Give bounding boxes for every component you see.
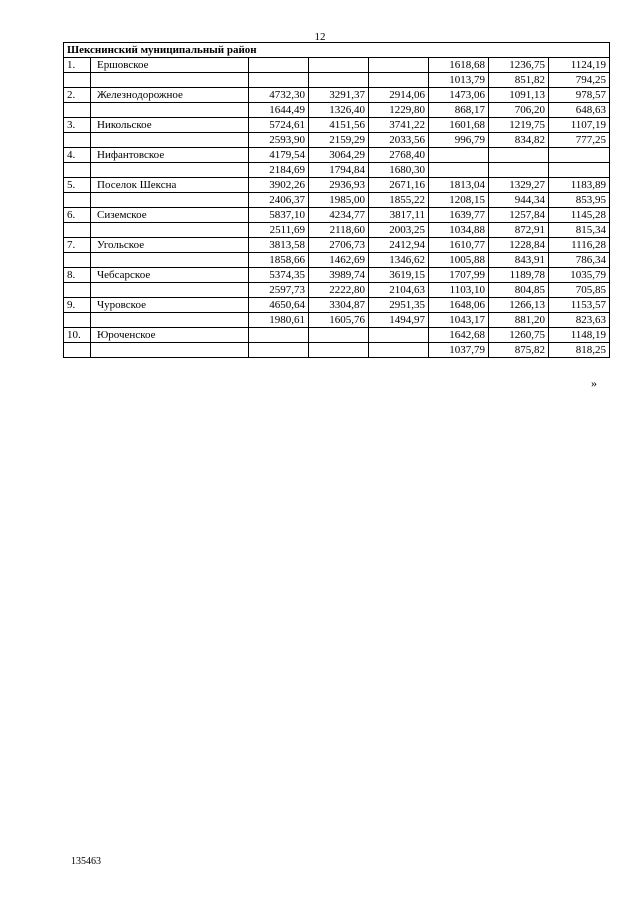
value-cell: 1107,19	[549, 118, 610, 133]
value-cell: 1219,75	[489, 118, 549, 133]
value-cell: 2951,35	[369, 298, 429, 313]
value-cell: 1116,28	[549, 238, 610, 253]
row-index-cell	[64, 253, 91, 268]
value-cell: 1639,77	[429, 208, 489, 223]
value-cell: 1644,49	[249, 103, 309, 118]
group-title: Шекснинский муниципальный район	[64, 43, 610, 58]
row-index-cell: 9.	[64, 298, 91, 313]
row-index-cell	[64, 163, 91, 178]
value-cell: 2671,16	[369, 178, 429, 193]
value-cell: 1794,84	[309, 163, 369, 178]
settlement-name-cell	[91, 103, 249, 118]
value-cell: 1145,28	[549, 208, 610, 223]
value-cell: 5374,35	[249, 268, 309, 283]
value-cell: 777,25	[549, 133, 610, 148]
group-header-row	[64, 43, 610, 58]
value-cell: 1257,84	[489, 208, 549, 223]
value-cell: 2936,93	[309, 178, 369, 193]
page-number: 12	[314, 31, 326, 43]
row-index-cell: 2.	[64, 88, 91, 103]
value-cell: 2118,60	[309, 223, 369, 238]
value-cell: 851,82	[489, 73, 549, 88]
value-cell	[249, 343, 309, 358]
settlement-name-cell	[91, 193, 249, 208]
value-cell: 1005,88	[429, 253, 489, 268]
settlement-name-cell: Ершовское	[91, 58, 249, 73]
row-index-cell	[64, 103, 91, 118]
value-cell: 4151,56	[309, 118, 369, 133]
value-cell: 4650,64	[249, 298, 309, 313]
value-cell: 1610,77	[429, 238, 489, 253]
value-cell: 1037,79	[429, 343, 489, 358]
settlement-name-cell	[91, 343, 249, 358]
value-cell: 2412,94	[369, 238, 429, 253]
value-cell: 1346,62	[369, 253, 429, 268]
table-row	[64, 133, 610, 148]
value-cell	[369, 58, 429, 73]
table-row	[64, 148, 610, 163]
value-cell: 881,20	[489, 313, 549, 328]
value-cell	[489, 148, 549, 163]
value-cell: 818,25	[549, 343, 610, 358]
value-cell: 3304,87	[309, 298, 369, 313]
table-row	[64, 58, 610, 73]
value-cell: 1618,68	[429, 58, 489, 73]
table-row	[64, 163, 610, 178]
value-cell: 3064,29	[309, 148, 369, 163]
settlement-name-cell	[91, 73, 249, 88]
value-cell: 1648,06	[429, 298, 489, 313]
table-row	[64, 193, 610, 208]
row-index-cell: 10.	[64, 328, 91, 343]
value-cell: 2003,25	[369, 223, 429, 238]
value-cell: 804,85	[489, 283, 549, 298]
value-cell: 1153,57	[549, 298, 610, 313]
settlement-name-cell: Чебсарское	[91, 268, 249, 283]
value-cell: 3989,74	[309, 268, 369, 283]
value-cell: 2706,73	[309, 238, 369, 253]
value-cell: 3291,37	[309, 88, 369, 103]
row-index-cell: 6.	[64, 208, 91, 223]
settlement-name-cell: Чуровское	[91, 298, 249, 313]
value-cell: 834,82	[489, 133, 549, 148]
value-cell: 1473,06	[429, 88, 489, 103]
row-index-cell: 8.	[64, 268, 91, 283]
value-cell	[309, 73, 369, 88]
value-cell: 3902,26	[249, 178, 309, 193]
value-cell: 1183,89	[549, 178, 610, 193]
settlement-name-cell: Нифантовское	[91, 148, 249, 163]
row-index-cell: 5.	[64, 178, 91, 193]
settlement-name-cell: Угольское	[91, 238, 249, 253]
value-cell: 1091,13	[489, 88, 549, 103]
table-row	[64, 208, 610, 223]
value-cell: 3619,15	[369, 268, 429, 283]
settlement-name-cell: Сиземское	[91, 208, 249, 223]
value-cell: 3741,22	[369, 118, 429, 133]
value-cell	[549, 163, 610, 178]
table-body	[64, 43, 610, 358]
value-cell: 1208,15	[429, 193, 489, 208]
value-cell: 1858,66	[249, 253, 309, 268]
row-index-cell	[64, 73, 91, 88]
value-cell: 1260,75	[489, 328, 549, 343]
value-cell: 1985,00	[309, 193, 369, 208]
value-cell: 2222,80	[309, 283, 369, 298]
value-cell: 2914,06	[369, 88, 429, 103]
value-cell: 1680,30	[369, 163, 429, 178]
value-cell: 1228,84	[489, 238, 549, 253]
table-row	[64, 343, 610, 358]
row-index-cell	[64, 283, 91, 298]
value-cell: 2511,69	[249, 223, 309, 238]
table-row	[64, 283, 610, 298]
value-cell: 1236,75	[489, 58, 549, 73]
table-row	[64, 238, 610, 253]
row-index-cell: 1.	[64, 58, 91, 73]
document-code: 135463	[71, 856, 101, 867]
value-cell: 706,20	[489, 103, 549, 118]
value-cell: 1124,19	[549, 58, 610, 73]
value-cell: 843,91	[489, 253, 549, 268]
settlement-name-cell	[91, 313, 249, 328]
value-cell: 705,85	[549, 283, 610, 298]
value-cell: 1707,99	[429, 268, 489, 283]
table-row	[64, 313, 610, 328]
value-cell: 1229,80	[369, 103, 429, 118]
row-index-cell	[64, 313, 91, 328]
value-cell: 2768,40	[369, 148, 429, 163]
value-cell: 978,57	[549, 88, 610, 103]
row-index-cell: 7.	[64, 238, 91, 253]
table-row	[64, 178, 610, 193]
value-cell: 1813,04	[429, 178, 489, 193]
tariff-table	[63, 42, 610, 358]
value-cell: 1034,88	[429, 223, 489, 238]
table-row	[64, 253, 610, 268]
settlement-name-cell: Юроченское	[91, 328, 249, 343]
value-cell	[429, 148, 489, 163]
value-cell: 4179,54	[249, 148, 309, 163]
value-cell: 1494,97	[369, 313, 429, 328]
value-cell: 1601,68	[429, 118, 489, 133]
row-index-cell	[64, 133, 91, 148]
row-index-cell	[64, 343, 91, 358]
table-row	[64, 328, 610, 343]
value-cell: 875,82	[489, 343, 549, 358]
row-index-cell: 4.	[64, 148, 91, 163]
value-cell	[429, 163, 489, 178]
value-cell	[369, 73, 429, 88]
settlement-name-cell: Поселок Шексна	[91, 178, 249, 193]
value-cell	[249, 328, 309, 343]
value-cell: 4732,30	[249, 88, 309, 103]
value-cell: 1605,76	[309, 313, 369, 328]
closing-quote: »	[591, 376, 597, 390]
table-row	[64, 223, 610, 238]
value-cell: 2033,56	[369, 133, 429, 148]
value-cell: 3813,58	[249, 238, 309, 253]
value-cell: 1855,22	[369, 193, 429, 208]
value-cell: 868,17	[429, 103, 489, 118]
value-cell: 648,63	[549, 103, 610, 118]
value-cell: 3817,11	[369, 208, 429, 223]
value-cell: 1266,13	[489, 298, 549, 313]
table-row	[64, 118, 610, 133]
settlement-name-cell	[91, 163, 249, 178]
value-cell	[369, 343, 429, 358]
value-cell: 4234,77	[309, 208, 369, 223]
value-cell	[489, 163, 549, 178]
value-cell: 1462,69	[309, 253, 369, 268]
value-cell: 5837,10	[249, 208, 309, 223]
table-row	[64, 268, 610, 283]
value-cell: 2159,29	[309, 133, 369, 148]
value-cell	[309, 58, 369, 73]
row-index-cell	[64, 193, 91, 208]
table-row	[64, 88, 610, 103]
value-cell: 1980,61	[249, 313, 309, 328]
value-cell: 2406,37	[249, 193, 309, 208]
row-index-cell: 3.	[64, 118, 91, 133]
value-cell: 1189,78	[489, 268, 549, 283]
value-cell: 1035,79	[549, 268, 610, 283]
settlement-name-cell	[91, 253, 249, 268]
value-cell: 2184,69	[249, 163, 309, 178]
value-cell: 5724,61	[249, 118, 309, 133]
table-row	[64, 103, 610, 118]
value-cell: 1103,10	[429, 283, 489, 298]
value-cell	[249, 58, 309, 73]
value-cell: 944,34	[489, 193, 549, 208]
value-cell: 1013,79	[429, 73, 489, 88]
settlement-name-cell: Железнодорожное	[91, 88, 249, 103]
value-cell: 786,34	[549, 253, 610, 268]
settlement-name-cell	[91, 133, 249, 148]
value-cell	[309, 328, 369, 343]
value-cell: 2104,63	[369, 283, 429, 298]
settlement-name-cell	[91, 223, 249, 238]
value-cell: 853,95	[549, 193, 610, 208]
value-cell: 996,79	[429, 133, 489, 148]
row-index-cell	[64, 223, 91, 238]
settlement-name-cell: Никольское	[91, 118, 249, 133]
value-cell: 2593,90	[249, 133, 309, 148]
value-cell	[549, 148, 610, 163]
settlement-name-cell	[91, 283, 249, 298]
table-row	[64, 73, 610, 88]
value-cell: 1326,40	[309, 103, 369, 118]
value-cell	[249, 73, 309, 88]
value-cell: 823,63	[549, 313, 610, 328]
value-cell: 1043,17	[429, 313, 489, 328]
table-row	[64, 298, 610, 313]
value-cell	[309, 343, 369, 358]
value-cell: 1148,19	[549, 328, 610, 343]
value-cell: 1642,68	[429, 328, 489, 343]
value-cell: 2597,73	[249, 283, 309, 298]
value-cell: 872,91	[489, 223, 549, 238]
value-cell	[369, 328, 429, 343]
value-cell: 794,25	[549, 73, 610, 88]
value-cell: 1329,27	[489, 178, 549, 193]
value-cell: 815,34	[549, 223, 610, 238]
